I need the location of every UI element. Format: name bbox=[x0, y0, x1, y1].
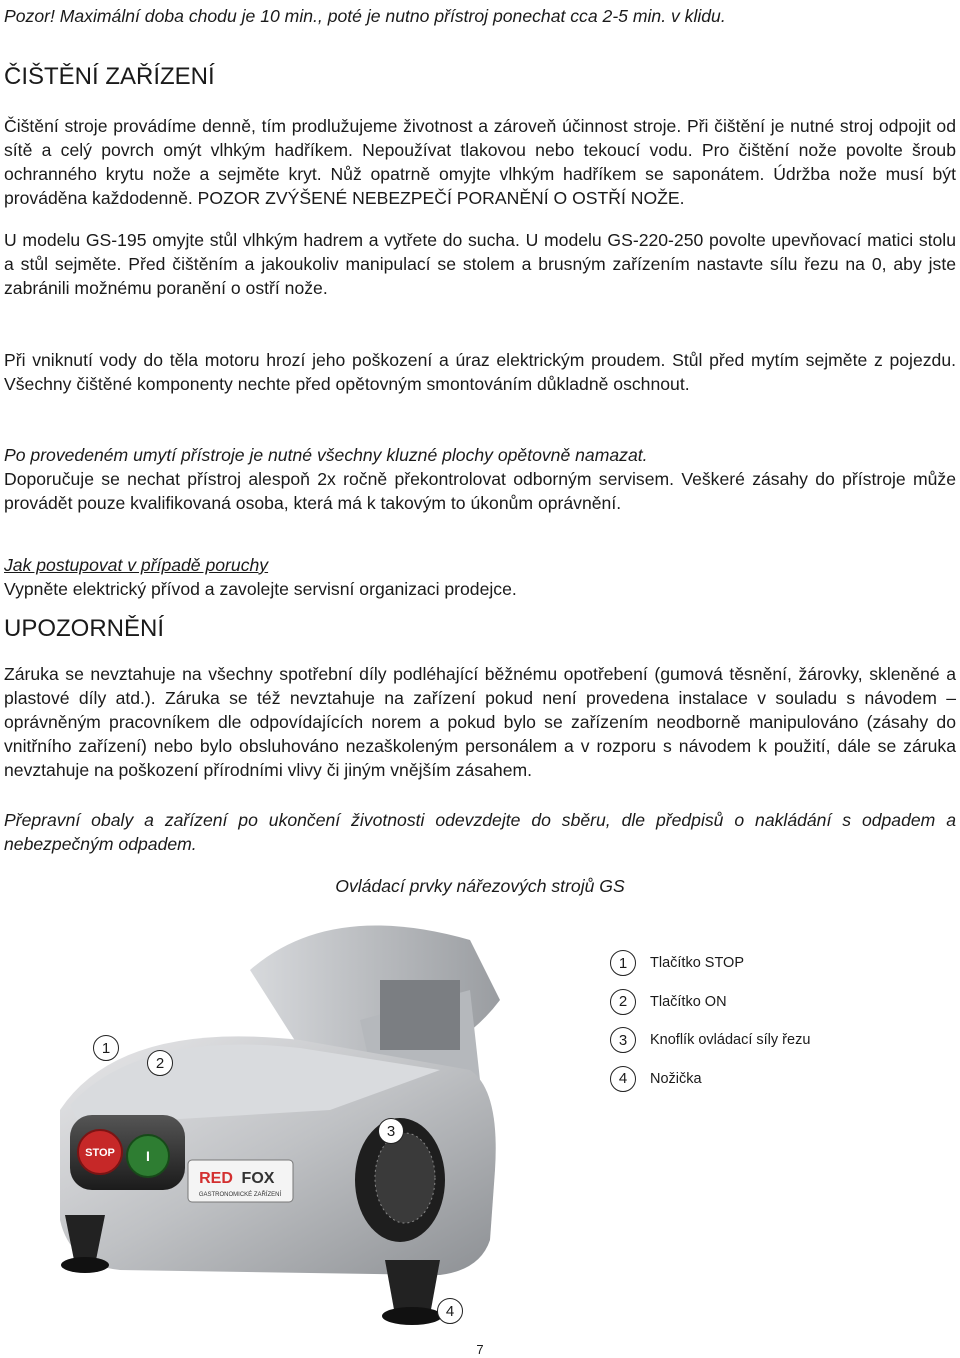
legend-number: 3 bbox=[610, 1027, 636, 1053]
cleaning-service-paragraph: Doporučuje se nechat přístroj alespoň 2x ročně překontrolovat odborným servisem. Veškeré zásahy do přístroje může provádět pouze kvalifikovaná osoba, která má k takovým to úkonům oprávnění. bbox=[4, 469, 956, 513]
figure-caption: Ovládací prvky nářezových strojů GS bbox=[335, 876, 625, 896]
on-button-label: I bbox=[146, 1148, 150, 1164]
callout-3: 3 bbox=[378, 1118, 404, 1144]
callout-2: 2 bbox=[147, 1050, 173, 1076]
cleaning-lubrication-note: Po provedeném umytí přístroje je nutné všechny kluzné plochy opětovně namazat. bbox=[4, 445, 648, 465]
warning-line: Pozor! Maximální doba chodu je 10 min., poté je nutno přístroj ponechat cca 2-5 min. v klidu. bbox=[4, 6, 726, 26]
cleaning-paragraph-1: Čištění stroje provádíme denně, tím prodlužujeme životnost a zároveň účinnost stroje. Při čištění je nutné stroj odpojit od sítě a celý povrch omýt vlhkým hadříkem. Nepoužívat tlakovou nebo tekoucí vodu. Pro čištění nože povolte šroub ochranného krytu nože a sejměte kryt. Nůž opatrně omyjte vlhkým hadříkem se saponátem. Údržba nože musí být prováděna každodenně. POZOR ZVÝŠENÉ NEBEZPEČÍ PORANĚNÍ O OSTŘÍ NOŽE. bbox=[4, 116, 956, 208]
legend-label: Tlačítko ON bbox=[650, 993, 727, 1010]
brand-sub: GASTRONOMICKÉ ZAŘÍZENÍ bbox=[198, 1192, 282, 1198]
foot-right bbox=[385, 1260, 440, 1315]
slicer-illustration bbox=[0, 920, 600, 1340]
notice-paragraph-2: Přepravní obaly a zařízení po ukončení životnosti odevzdejte do sběru, dle předpisů o nakládání s odpadem a nebezpečným odpadem. bbox=[4, 810, 956, 854]
legend-label: Nožička bbox=[650, 1070, 702, 1087]
legend-label: Tlačítko STOP bbox=[650, 955, 745, 972]
stop-button-label: STOP bbox=[85, 1147, 115, 1159]
brand-dark: FOX bbox=[241, 1170, 275, 1187]
fault-text: Vypněte elektrický přívod a zavolejte servisní organizaci prodejce. bbox=[4, 579, 517, 599]
foot-left-base bbox=[61, 1257, 109, 1273]
carriage-block bbox=[380, 980, 460, 1050]
brand-red: RED bbox=[199, 1170, 233, 1187]
cleaning-paragraph-3: Při vniknutí vody do těla motoru hrozí jeho poškození a úraz elektrickým proudem. Stůl před mytím sejměte z pojezdu. Všechny čištěné komponenty nechte před opětovným smontováním důkladně oschnout. bbox=[4, 350, 956, 394]
legend-item bbox=[610, 1021, 810, 1060]
cleaning-heading: ČIŠTĚNÍ ZAŘÍZENÍ bbox=[4, 63, 215, 90]
callout-1: 1 bbox=[93, 1035, 119, 1061]
legend-number: 1 bbox=[610, 950, 636, 976]
figure-legend bbox=[610, 944, 810, 1098]
cleaning-paragraph-2: U modelu GS-195 omyjte stůl vlhkým hadrem a vytřete do sucha. U modelu GS-220-250 povolte upevňovací matici stolu a stůl sejměte. Před čištěním a jakoukoliv manipulací se stolem a brusným zařízením nastavte sílu řezu na 0, aby jste zabránili možnému poranění o ostří nože. bbox=[4, 230, 956, 298]
notice-paragraph-1: Záruka se nevztahuje na všechny spotřební díly podléhající běžnému opotřebení (gumová těsnění, žárovky, skleněné a plastové díly atd.). Záruka se též nevztahuje na zařízení pokud není provedena instalace v souladu s návodem – oprávněným pracovníkem dle odpovídajících norem a pokud bylo se zařízením neodborně manipulováno (zásahy do vnitřního zařízení) nebo bylo obsluhováno nezaškoleným personálem a v rozporu s návodem k použití, dále se záruka nevztahuje na poškození přírodními vlivy či jiným vnějším zásahem. bbox=[4, 664, 956, 780]
notice-heading: UPOZORNĚNÍ bbox=[4, 615, 165, 642]
fault-heading: Jak postupovat v případě poruchy bbox=[4, 555, 269, 575]
dial-ring bbox=[375, 1133, 435, 1223]
legend-item bbox=[610, 944, 810, 983]
legend-item bbox=[610, 983, 810, 1022]
legend-label: Knoflík ovládací síly řezu bbox=[650, 1032, 811, 1049]
page-number: 7 bbox=[476, 1342, 484, 1357]
callout-4: 4 bbox=[437, 1298, 463, 1324]
legend-number: 4 bbox=[610, 1066, 636, 1092]
legend-number: 2 bbox=[610, 989, 636, 1015]
foot-right-base bbox=[382, 1307, 442, 1325]
legend-item bbox=[610, 1060, 810, 1099]
